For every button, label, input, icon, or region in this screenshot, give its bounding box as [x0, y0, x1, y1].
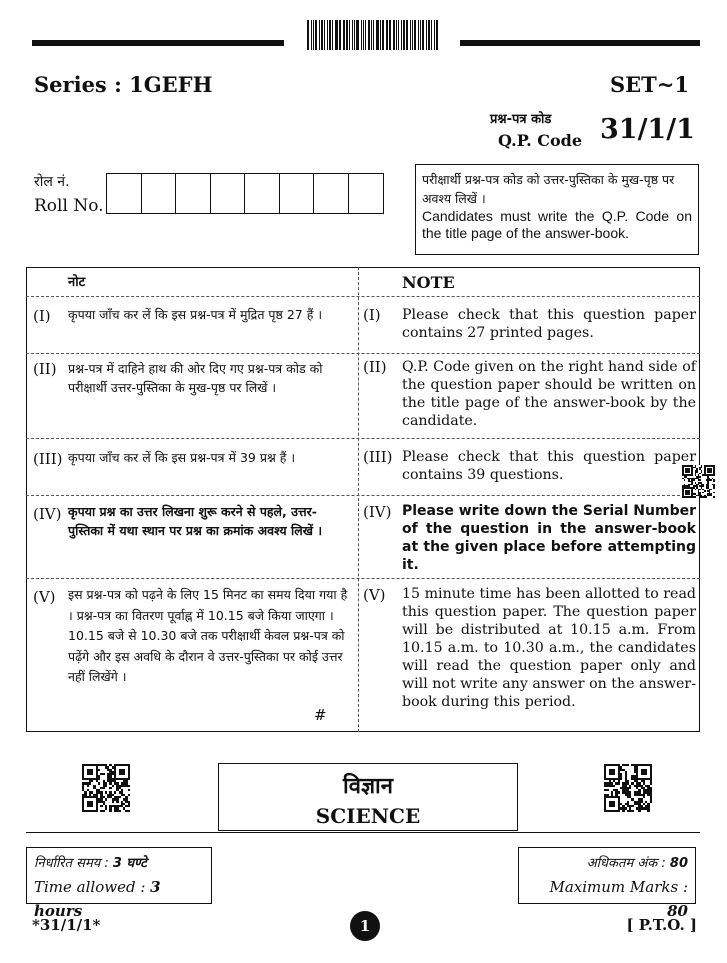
qr-code-left: [82, 764, 130, 812]
barcode-bar: [376, 20, 379, 50]
note-english: Please write down the Serial Number of the question in the answer-book at the given place before attempting it.: [402, 503, 696, 573]
barcode-bar: [340, 20, 341, 50]
barcode-bar: [401, 20, 402, 50]
roll-digit-box[interactable]: [245, 174, 280, 213]
note-number: (IV): [33, 505, 62, 523]
barcode-bar: [339, 20, 340, 50]
separator-rule: [26, 832, 700, 833]
roll-digit-box[interactable]: [349, 174, 384, 213]
qp-code-value: 31/1/1: [600, 114, 695, 145]
table-column-divider: [358, 267, 359, 732]
barcode-bar: [412, 20, 413, 50]
qr-code-right: [604, 764, 652, 812]
qr-module: [128, 810, 130, 812]
pto-label: [ P.T.O. ]: [626, 916, 697, 934]
barcode-bar: [332, 20, 333, 50]
roll-digit-box[interactable]: [142, 174, 177, 213]
table-row-divider: [26, 438, 700, 439]
barcode-bar: [319, 20, 320, 50]
time-allowed-box: [26, 847, 212, 920]
barcode-bar: [426, 20, 427, 50]
note-hindi: कृपया जाँच कर लें कि इस प्रश्न-पत्र में 39 प्रश्न हैं ।: [68, 450, 296, 465]
note-hindi: कृपया प्रश्न का उत्तर लिखना शुरू करने से पहले, उत्तर-पुस्तिका में यथा स्थान पर प्रश्न का क्रमांक अवश्य लिखें ।: [68, 504, 323, 538]
note-number: (V): [363, 586, 386, 604]
footer-paper-code: *31/1/1*: [32, 916, 101, 934]
roll-digit-box[interactable]: [176, 174, 211, 213]
barcode-bar: [406, 20, 409, 50]
time-hindi-label: निर्धारित समय :: [34, 856, 113, 871]
note-english: Please check that this question paper contains 27 printed pages.: [402, 307, 696, 341]
time-label: Time allowed :: [34, 878, 151, 896]
roll-number-boxes[interactable]: [106, 173, 384, 214]
subject-hindi: विज्ञान: [343, 774, 393, 799]
note-number: (II): [363, 358, 387, 376]
barcode-bar: [386, 20, 387, 50]
top-rule-right: [460, 40, 700, 46]
marks-value: 80: [667, 902, 688, 920]
barcode-bar: [363, 20, 364, 50]
barcode-bar: [321, 20, 323, 50]
barcode-bar: [352, 20, 353, 50]
roll-digit-box[interactable]: [107, 174, 142, 213]
qr-module: [650, 810, 652, 812]
barcode-bar: [398, 20, 399, 50]
note-hindi: कृपया जाँच कर लें कि इस प्रश्न-पत्र में मुद्रित पृष्ठ 27 हैं ।: [68, 307, 323, 322]
barcode-bar: [431, 20, 432, 50]
roll-digit-box[interactable]: [314, 174, 349, 213]
barcode: [307, 20, 439, 50]
marks-hindi-value: 80: [669, 856, 688, 871]
barcode-bar: [349, 20, 350, 50]
time-hindi-value: 3 घण्टे: [112, 856, 147, 871]
note-hindi: प्रश्न-पत्र में दाहिने हाथ की ओर दिए गए प्रश्न-पत्र कोड को परीक्षार्थी उत्तर-पुस्तिका के मुख-पृष्ठ पर लिखें ।: [68, 361, 323, 395]
barcode-bar: [324, 20, 325, 50]
barcode-bar: [307, 20, 309, 50]
note-hindi: इस प्रश्न-पत्र को पढ़ने के लिए 15 मिनट का समय दिया गया है । प्रश्न-पत्र का वितरण पूर्वाह्न में 10.15 बजे किया जाएगा । 10.15 बजे से 10.30 बजे तक परीक्षार्थी केवल प्रश्न-पत्र को पढ़ेंगे और इस अवधि के दौरान वे उत्तर-पुस्तिका पर कोई उत्तर नहीं लिखेंगे ।: [68, 587, 348, 684]
note-number: (I): [33, 307, 51, 325]
barcode-bar: [428, 20, 431, 50]
barcode-bar: [403, 20, 405, 50]
barcode-bar: [373, 20, 374, 50]
roll-digit-box[interactable]: [280, 174, 315, 213]
roll-label-hindi: रोल नं.: [34, 174, 70, 190]
barcode-bar: [380, 20, 381, 50]
barcode-bar: [371, 20, 372, 50]
maximum-marks-box: [518, 847, 696, 920]
marks-label: Maximum Marks :: [549, 878, 688, 896]
note-number: (IV): [363, 503, 392, 521]
barcode-bar: [311, 20, 312, 50]
barcode-bar: [418, 20, 419, 50]
candidate-notice-hindi: परीक्षार्थी प्रश्न-पत्र कोड को उत्तर-पुस्तिका के मुख-पृष्ठ पर अवश्य लिखें ।: [422, 172, 675, 206]
note-heading-hindi: नोट: [68, 275, 86, 290]
qp-code-hindi: प्रश्न-पत्र कोड: [490, 112, 552, 127]
note-number: (I): [363, 306, 381, 324]
table-row-divider: [26, 578, 700, 579]
barcode-bar: [356, 20, 359, 50]
note-number: (V): [33, 588, 56, 606]
barcode-bar: [387, 20, 388, 50]
hash-mark: #: [314, 706, 327, 724]
series-label: Series : 1GEFH: [34, 72, 213, 97]
barcode-bar: [436, 20, 438, 50]
roll-digit-box[interactable]: [211, 174, 246, 213]
table-row-divider: [26, 495, 700, 496]
note-english: Please check that this question paper contains 39 questions.: [402, 449, 696, 483]
subject-box: [218, 763, 518, 831]
subject-english: SCIENCE: [315, 804, 421, 828]
note-heading-english: NOTE: [402, 273, 455, 292]
note-number: (III): [33, 450, 63, 468]
roll-label: Roll No.: [34, 196, 104, 216]
barcode-bar: [368, 20, 370, 50]
note-number: (II): [33, 360, 57, 378]
barcode-bar: [410, 20, 411, 50]
barcode-bar: [422, 20, 424, 50]
barcode-bar: [335, 20, 338, 50]
top-rule-left: [32, 40, 284, 46]
barcode-bar: [354, 20, 355, 50]
note-number: (III): [363, 448, 393, 466]
note-english: 15 minute time has been allotted to read this question paper. The question paper will be distributed at 10.15 a.m. From 10.15 a.m. to 10.30 a.m., the candidates will read the question paper only and will not write any answer on the answer-book during this period.: [402, 586, 696, 710]
barcode-bar: [393, 20, 395, 50]
barcode-bar: [313, 20, 314, 50]
barcode-bar: [389, 20, 391, 50]
barcode-bar: [361, 20, 363, 50]
barcode-bar: [396, 20, 397, 50]
time-value: 3 hours: [34, 878, 161, 920]
barcode-bar: [327, 20, 328, 50]
barcode-bar: [414, 20, 416, 50]
qr-code-side: [682, 465, 715, 498]
marks-hindi-label: अधिकतम अंक :: [586, 856, 670, 871]
set-label: SET~1: [609, 72, 689, 97]
qp-code-label: Q.P. Code: [498, 131, 583, 150]
candidate-notice-english: Candidates must write the Q.P. Code on the title page of the answer-book.: [422, 208, 692, 241]
table-row-divider: [26, 353, 700, 354]
table-row-divider: [26, 296, 700, 297]
barcode-bar: [365, 20, 366, 50]
candidate-notice-box: [415, 164, 699, 255]
barcode-bar: [329, 20, 331, 50]
note-english: Q.P. Code given on the right hand side of the question paper should be written on the title page of the answer-book by the candidate.: [402, 359, 696, 429]
barcode-bar: [434, 20, 435, 50]
barcode-bar: [315, 20, 318, 50]
qr-module: [713, 496, 715, 498]
barcode-bar: [382, 20, 384, 50]
page-number: 1: [350, 911, 380, 941]
barcode-bar: [420, 20, 421, 50]
barcode-bar: [343, 20, 345, 50]
barcode-bar: [346, 20, 348, 50]
